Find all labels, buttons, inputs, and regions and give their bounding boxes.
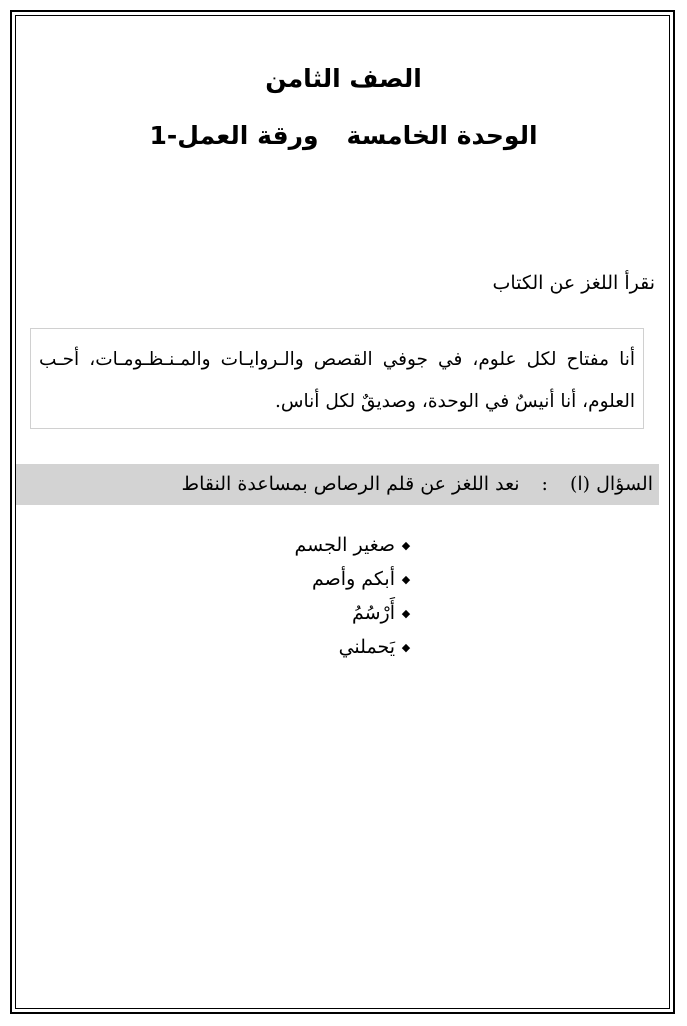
bullet-icon: ◆ bbox=[401, 539, 411, 552]
hint-text: أَرْسُمُ bbox=[351, 602, 395, 624]
worksheet-title: ورقة العمل-1 bbox=[149, 121, 319, 150]
riddle-text: أنا مفتاح لكل علوم، في جوفي القصص والـروايـات والمـنـظـومـات، أحـب العلوم، أنا أنيسٌ في الوحدة، وصديقٌ لكل أناس. bbox=[39, 349, 635, 412]
reading-instruction: نقرأ اللغز عن الكتاب bbox=[492, 272, 655, 294]
question-bar bbox=[16, 464, 659, 505]
grade-title: الصف الثامن bbox=[265, 64, 422, 93]
bullet-icon: ◆ bbox=[401, 607, 411, 620]
unit-worksheet-title bbox=[0, 121, 687, 150]
hint-text: صغير الجسم bbox=[294, 534, 395, 556]
list-item bbox=[295, 528, 417, 562]
bullet-icon: ◆ bbox=[401, 641, 411, 654]
page-border-inner bbox=[15, 15, 670, 1009]
list-item bbox=[295, 562, 417, 596]
unit-title: الوحدة الخامسة bbox=[346, 121, 538, 150]
riddle-box bbox=[30, 328, 644, 429]
question-text: نعد اللغز عن قلم الرصاص بمساعدة النقاط bbox=[181, 473, 520, 495]
question-separator: : bbox=[541, 473, 548, 495]
hint-text: يَحملني bbox=[338, 636, 395, 658]
hint-list bbox=[295, 528, 417, 664]
list-item bbox=[295, 630, 417, 664]
list-item bbox=[295, 596, 417, 630]
question-label: السؤال (ا) bbox=[569, 473, 653, 495]
hint-text: أبكم وأصم bbox=[312, 568, 395, 590]
bullet-icon: ◆ bbox=[401, 573, 411, 586]
